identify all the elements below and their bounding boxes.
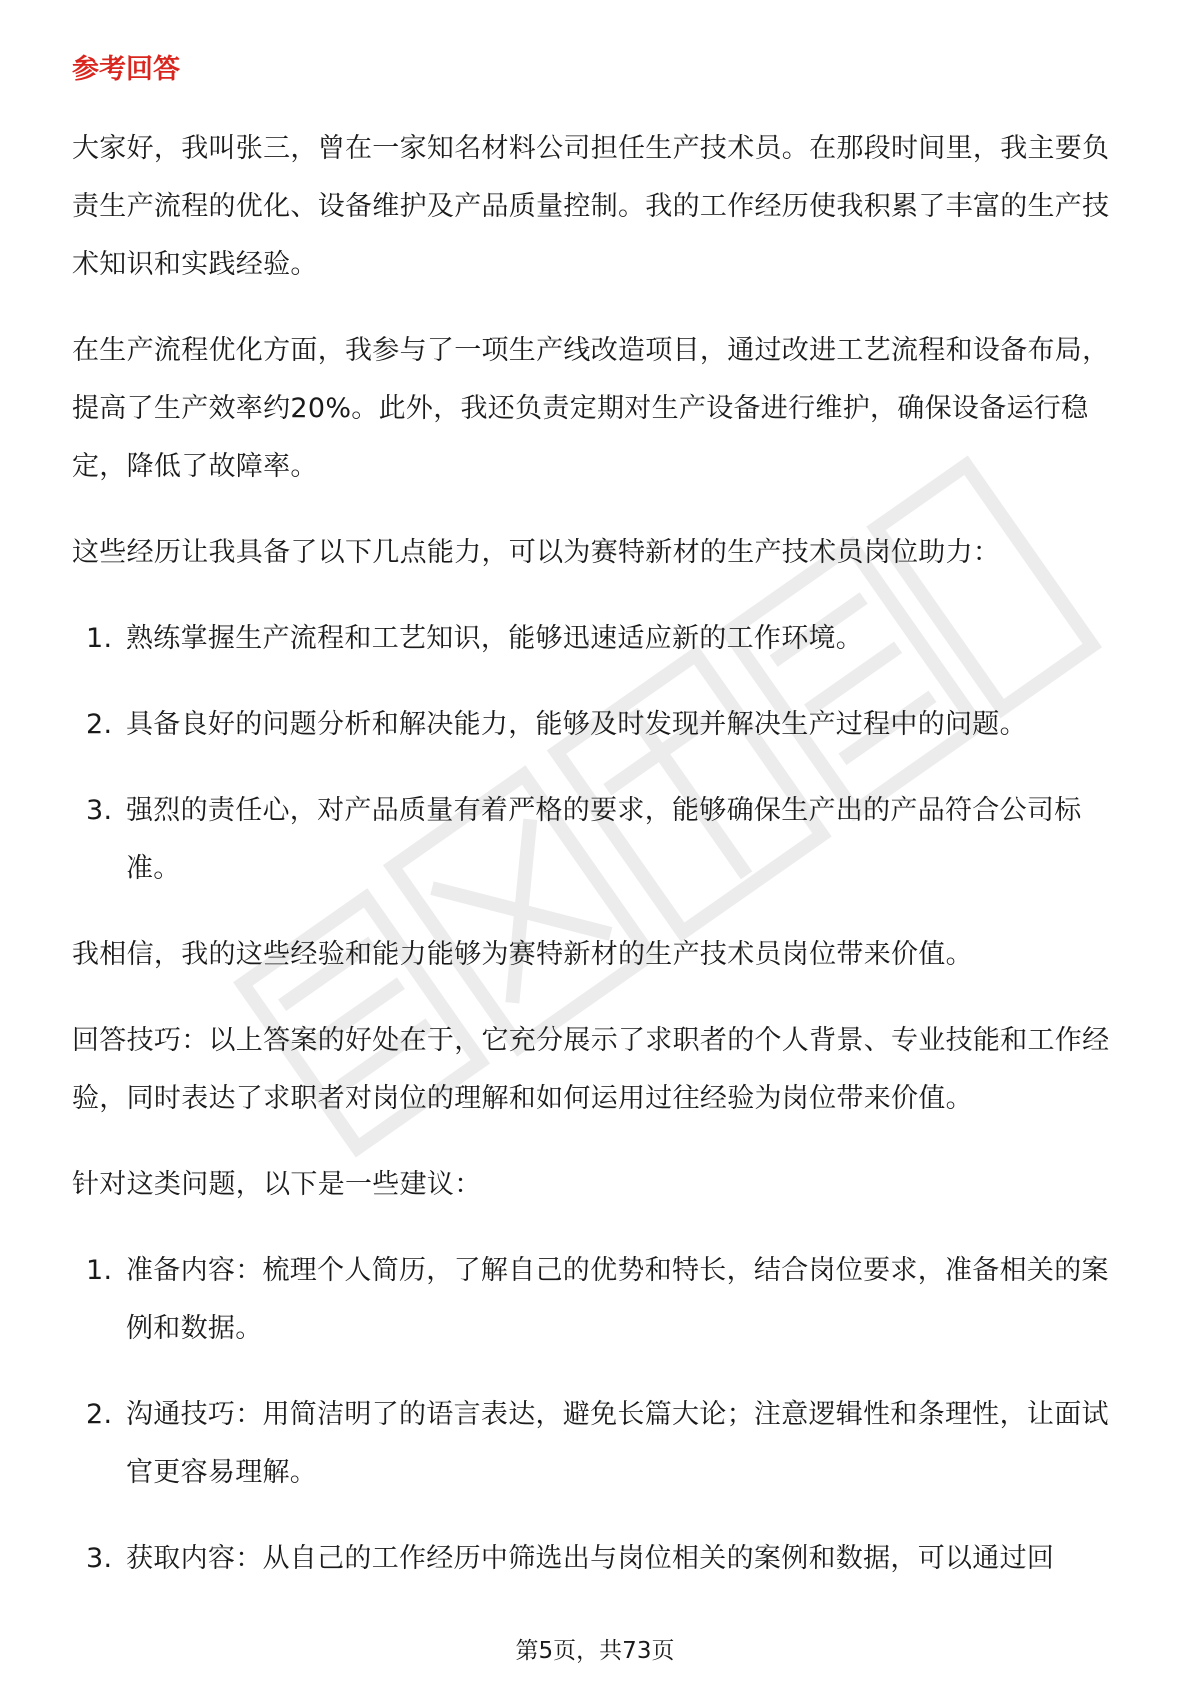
list-item (72, 1530, 1118, 1588)
list-item-number: 2. (86, 1399, 113, 1430)
list-item-text: 具备良好的问题分析和解决能力，能够及时发现并解决生产过程中的问题。 (126, 709, 1027, 740)
suggestions-intro-paragraph: 针对这类问题，以下是一些建议： (72, 1169, 482, 1200)
list-item-number: 3. (86, 1543, 113, 1574)
list-item (72, 1386, 1118, 1502)
answer-tips-paragraph: 回答技巧：以上答案的好处在于，它充分展示了求职者的个人背景、专业技能和工作经验，同时表达了求职者对岗位的理解和如何运用过往经验为岗位带来价值。 (72, 1025, 1110, 1114)
list-item-number: 3. (86, 795, 113, 826)
list-item-text: 沟通技巧：用简洁明了的语言表达，避免长篇大论；注意逻辑性和条理性，让面试官更容易理解。 (126, 1399, 1109, 1488)
list-item (72, 610, 1118, 668)
list-item-text: 获取内容：从自己的工作经历中筛选出与岗位相关的案例和数据，可以通过回 (126, 1543, 1055, 1574)
section-heading: 参考回答 (72, 54, 180, 85)
list-item-number: 1. (86, 1255, 113, 1286)
experience-paragraph: 在生产流程优化方面，我参与了一项生产线改造项目，通过改进工艺流程和设备布局，提高了生产效率约20%。此外，我还负责定期对生产设备进行维护，确保设备运行稳定，降低了故障率。 (72, 335, 1110, 482)
list-item (72, 782, 1118, 898)
abilities-intro-paragraph: 这些经历让我具备了以下几点能力，可以为赛特新材的生产技术员岗位助力： (72, 537, 1001, 568)
list-item (72, 1242, 1118, 1358)
list-item-text: 强烈的责任心，对产品质量有着严格的要求，能够确保生产出的产品符合公司标准。 (126, 795, 1082, 884)
suggestions-list (72, 1242, 1118, 1588)
list-item-number: 1. (86, 623, 113, 654)
document-content (72, 50, 1118, 1616)
intro-paragraph: 大家好，我叫张三，曾在一家知名材料公司担任生产技术员。在那段时间里，我主要负责生产流程的优化、设备维护及产品质量控制。我的工作经历使我积累了丰富的生产技术知识和实践经验。 (72, 133, 1110, 280)
list-item-text: 熟练掌握生产流程和工艺知识，能够迅速适应新的工作环境。 (126, 623, 864, 654)
page-number-footer: 第5页，共73页 (515, 1638, 675, 1664)
abilities-list (72, 610, 1118, 898)
conclusion-paragraph: 我相信，我的这些经验和能力能够为赛特新材的生产技术员岗位带来价值。 (72, 939, 973, 970)
list-item (72, 696, 1118, 754)
list-item-text: 准备内容：梳理个人简历，了解自己的优势和特长，结合岗位要求，准备相关的案例和数据。 (126, 1255, 1109, 1344)
list-item-number: 2. (86, 709, 113, 740)
